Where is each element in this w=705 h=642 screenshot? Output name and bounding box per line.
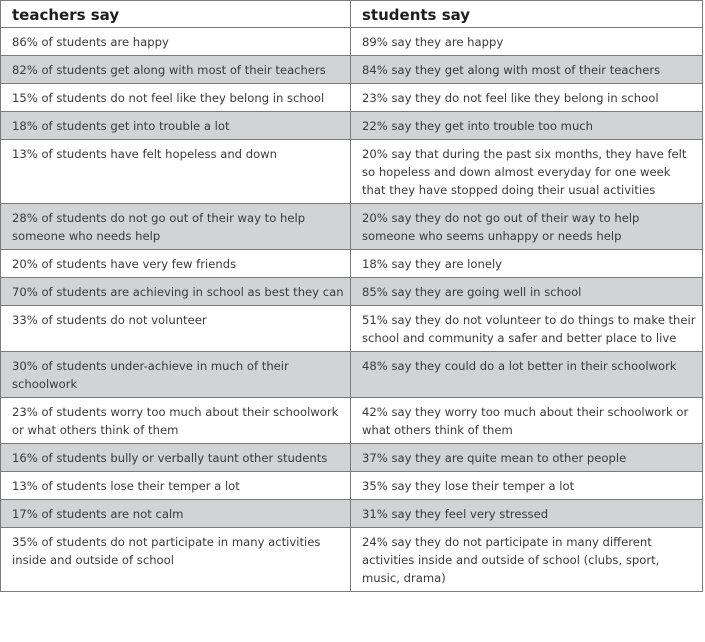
teachers-cell: 35% of students do not participate in many activities inside and outside of school [1,528,351,592]
table-row [1,472,703,500]
students-cell: 51% say they do not volunteer to do things to make their school and community a safer and better place to live [351,306,703,352]
teachers-cell: 82% of students get along with most of their teachers [1,56,351,84]
teachers-cell: 17% of students are not calm [1,500,351,528]
table-row [1,56,703,84]
students-cell: 89% say they are happy [351,28,703,56]
students-say-header: students say [351,1,703,28]
table-row [1,500,703,528]
students-cell: 24% say they do not participate in many different activities inside and outside of school (clubs, sport, music, drama) [351,528,703,592]
teachers-cell: 15% of students do not feel like they belong in school [1,84,351,112]
table-row [1,84,703,112]
table-row [1,528,703,592]
students-cell: 85% say they are going well in school [351,278,703,306]
teachers-cell: 18% of students get into trouble a lot [1,112,351,140]
teachers-cell: 13% of students have felt hopeless and down [1,140,351,204]
table-row [1,140,703,204]
students-cell: 20% say that during the past six months, they have felt so hopeless and down almost everyday for one week that they have stopped doing their usual activities [351,140,703,204]
students-cell: 48% say they could do a lot better in their schoolwork [351,352,703,398]
teachers-cell: 86% of students are happy [1,28,351,56]
students-cell: 20% say they do not go out of their way to help someone who seems unhappy or needs help [351,204,703,250]
table-row [1,444,703,472]
students-cell: 42% say they worry too much about their schoolwork or what others think of them [351,398,703,444]
table-row [1,250,703,278]
teachers-cell: 70% of students are achieving in school as best they can [1,278,351,306]
table-row [1,278,703,306]
students-cell: 18% say they are lonely [351,250,703,278]
teachers-cell: 23% of students worry too much about their schoolwork or what others think of them [1,398,351,444]
header-row [1,1,703,28]
teachers-cell: 28% of students do not go out of their way to help someone who needs help [1,204,351,250]
table-row [1,112,703,140]
table-row [1,28,703,56]
teachers-cell: 33% of students do not volunteer [1,306,351,352]
students-cell: 37% say they are quite mean to other people [351,444,703,472]
students-cell: 23% say they do not feel like they belong in school [351,84,703,112]
table-row [1,352,703,398]
table-row [1,204,703,250]
students-cell: 84% say they get along with most of their teachers [351,56,703,84]
table-row [1,398,703,444]
teachers-cell: 16% of students bully or verbally taunt other students [1,444,351,472]
students-cell: 22% say they get into trouble too much [351,112,703,140]
students-cell: 35% say they lose their temper a lot [351,472,703,500]
teachers-cell: 30% of students under-achieve in much of their schoolwork [1,352,351,398]
table-row [1,306,703,352]
teachers-cell: 20% of students have very few friends [1,250,351,278]
teachers-say-header: teachers say [1,1,351,28]
students-cell: 31% say they feel very stressed [351,500,703,528]
teachers-cell: 13% of students lose their temper a lot [1,472,351,500]
